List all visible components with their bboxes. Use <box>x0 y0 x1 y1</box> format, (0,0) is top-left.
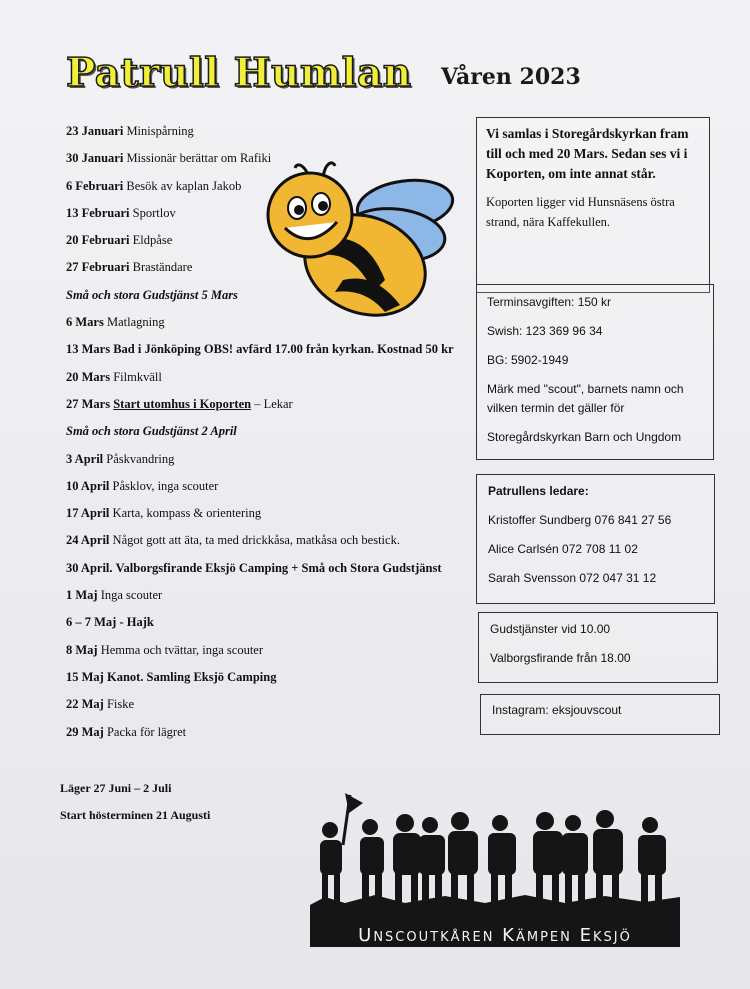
schedule-activity: Bad i Jönköping OBS! avfärd 17.00 från kyrkan. Kostnad 50 kr <box>113 342 454 357</box>
schedule-date: 6 Mars <box>66 315 104 330</box>
schedule-activity: Matlagning <box>106 315 165 330</box>
schedule-note-text: Små och stora Gudstjänst 5 Mars <box>66 287 238 302</box>
schedule-item <box>66 124 476 151</box>
schedule-activity: Karta, kompass & orientering <box>112 506 262 521</box>
schedule-note <box>66 424 476 451</box>
times-box <box>478 612 718 683</box>
fee-text: Terminsavgiften: 150 kr <box>487 295 612 309</box>
schedule-item <box>66 561 476 588</box>
leader-contact: Kristoffer Sundberg 076 841 27 56 <box>488 513 672 527</box>
page-subtitle: Våren 2023 <box>441 64 581 90</box>
schedule-activity: Eldpåse <box>132 233 173 248</box>
schedule-date: 24 April <box>66 533 110 548</box>
schedule-item <box>66 670 476 697</box>
schedule-item <box>66 452 476 479</box>
autumn-start: Start hösterminen 21 Augusti <box>60 808 211 822</box>
schedule-item <box>66 697 476 724</box>
service-time-text: Gudstjänster vid 10.00 <box>490 622 611 636</box>
meeting-location-text: Vi samlas i Storegårdskyrkan fram till och med 20 Mars. Sedan ses vi i Koporten, om inte annat står. <box>486 126 689 181</box>
meeting-info-box <box>476 117 710 293</box>
page-title: Patrull Humlan <box>66 50 412 96</box>
schedule-activity: Minispårning <box>126 124 194 138</box>
schedule-date: 17 April <box>66 506 110 521</box>
schedule-item <box>66 643 476 670</box>
schedule-date: 23 Januari <box>66 124 124 138</box>
schedule-item <box>66 479 476 506</box>
schedule-activity: Braständare <box>132 260 193 275</box>
schedule-item <box>66 588 476 615</box>
schedule-date: 27 Februari <box>66 260 130 275</box>
schedule-activity: - Hajk <box>119 615 154 630</box>
schedule-activity: Besök av kaplan Jakob <box>126 178 242 193</box>
schedule-activity: Inga scouter <box>100 588 163 603</box>
schedule-activity: Sportlov <box>132 205 176 220</box>
schedule-date: 1 Maj <box>66 588 98 603</box>
leaders-box <box>476 474 715 604</box>
instagram-box <box>480 694 720 735</box>
schedule-activity: Något gott att äta, ta med drickkåsa, matkåsa och bestick. <box>112 533 400 548</box>
schedule-activity: Hemma och tvättar, inga scouter <box>100 642 264 657</box>
schedule-item <box>66 370 476 397</box>
schedule-activity: Kanot. Samling Eksjö Camping <box>106 669 277 684</box>
camp-date: Läger 27 Juni – 2 Juli <box>60 781 172 795</box>
koporten-directions-text: Koporten ligger vid Hunsnäsens östra strand, nära Kaffekullen. <box>486 195 675 229</box>
schedule-activity: Påsklov, inga scouter <box>112 478 219 493</box>
schedule-note-text: Små och stora Gudstjänst 2 April <box>66 424 237 439</box>
schedule-date: 15 Maj <box>66 669 104 684</box>
valborg-time-text: Valborgsfirande från 18.00 <box>490 651 631 665</box>
schedule-date: 3 April <box>66 451 104 466</box>
schedule-activity: Valborgsfirande Eksjö Camping + Små och Stora Gudstjänst <box>115 560 442 575</box>
schedule-date: 29 Maj <box>66 724 104 739</box>
schedule-item <box>66 397 476 424</box>
schedule-date: 30 Januari <box>66 151 124 166</box>
schedule-item <box>66 725 476 752</box>
schedule-item <box>66 615 476 642</box>
bankgiro-text: BG: 5902-1949 <box>487 353 569 367</box>
schedule-activity: Packa för lägret <box>106 724 187 739</box>
scout-troop-logo <box>305 785 685 950</box>
instagram-text: Instagram: eksjouvscout <box>492 703 622 717</box>
schedule-date: 20 Mars <box>66 369 111 384</box>
schedule-item <box>66 342 476 369</box>
schedule-activity: Filmkväll <box>113 369 162 384</box>
schedule-date: 6 – 7 Maj <box>66 615 117 630</box>
schedule-activity: Påskvandring <box>106 451 175 466</box>
schedule-item <box>66 506 476 533</box>
schedule-date: 6 Februari <box>66 178 124 193</box>
schedule-date: 10 April <box>66 478 110 493</box>
schedule-date: 30 April. <box>66 560 113 575</box>
swish-text: Swish: 123 369 96 34 <box>487 324 603 338</box>
schedule-date: 27 Mars <box>66 396 111 411</box>
leader-contact: Alice Carlsén 072 708 11 02 <box>488 542 638 556</box>
schedule-highlight: Start utomhus i Koporten <box>113 396 252 411</box>
schedule-date: 20 Februari <box>66 233 130 248</box>
schedule-date: 22 Maj <box>66 697 104 712</box>
schedule-date: 13 Februari <box>66 205 130 220</box>
bee-illustration <box>265 160 455 325</box>
schedule-activity: Missionär berättar om Rafiki <box>126 151 272 166</box>
fee-info-box <box>476 284 714 460</box>
leader-contact: Sarah Svensson 072 047 31 12 <box>488 571 657 585</box>
troop-name-text: Unscoutkåren Kämpen Eksjö <box>358 925 632 946</box>
schedule-item <box>66 533 476 560</box>
leaders-heading: Patrullens ledare: <box>488 484 589 498</box>
payment-reference-text: Märk med "scout", barnets namn och vilken termin det gäller för <box>487 382 684 415</box>
schedule-activity: – Lekar <box>251 396 293 411</box>
schedule-activity: Fiske <box>106 697 135 712</box>
schedule-date: 8 Maj <box>66 642 98 657</box>
schedule-date: 13 Mars <box>66 342 111 357</box>
payment-recipient-text: Storegårdskyrkan Barn och Ungdom <box>487 430 682 444</box>
